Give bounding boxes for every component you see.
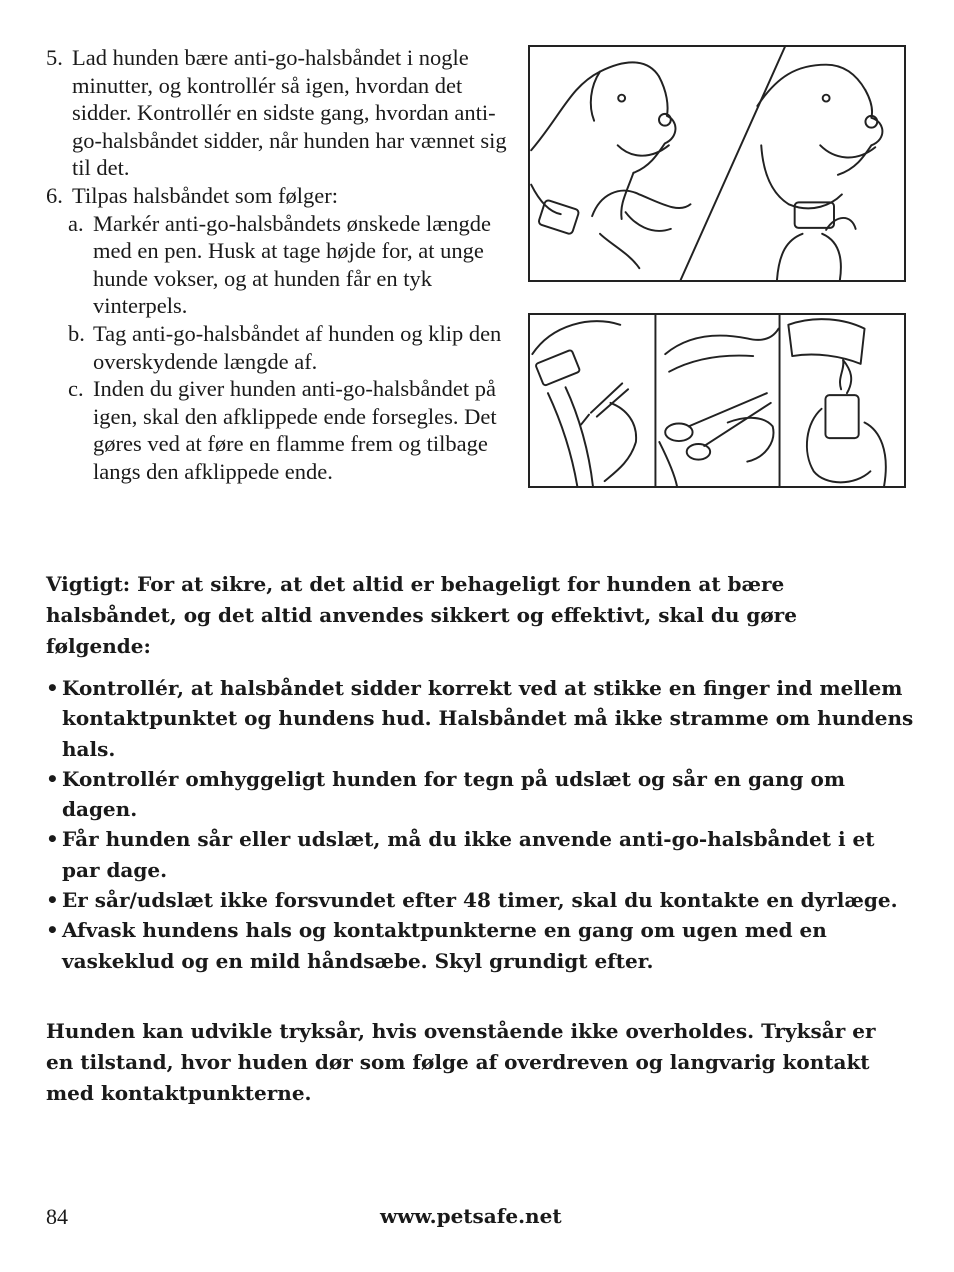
substep-letter: c. [68,376,84,402]
step-number: 5. [46,45,63,70]
bullet-item [46,915,916,976]
dog-collar-fitting-illustration [528,45,906,282]
footer-url: www.petsafe.net [380,1204,562,1228]
substep-text: Markér anti-go-halsbåndets ønskede længde med en pen. Husk at tage højde for, at unge hunde vokser, og at hunden får en tyk vinterpels. [93,210,492,319]
important-note: Vigtigt: For at sikre, at det altid er behageligt for hunden at bære halsbåndet, og det altid anvendes sikkert og effektivt, skal du gøre følgende: [46,572,797,658]
bullet-text: Afvask hundens hals og kontaktpunkterne en gang om ugen med en vaskeklud og en mild håndsæbe. Skyl grundigt efter. [62,918,827,973]
bullet-dot: • [46,918,59,943]
bullet-dot: • [46,676,59,700]
substep-c [68,375,516,485]
bullet-dot: • [46,827,59,852]
pressure-sore-warning: Hunden kan udvikle tryksår, hvis ovenstående ikke overholdes. Tryksår er en tilstand, hvor huden dør som følge af overdreven og langvarig kontakt med kontaktpunkterne. [46,1019,876,1105]
step-text: Lad hunden bære anti-go-halsbåndet i nogle minutter, og kontrollér så igen, hvordan det sidder. Kontrollér en sidste gang, hvordan anti-go-halsbåndet sidder, når hunden har vænnet sig til det. [72,45,507,181]
bullet-item [46,885,916,915]
bullet-text: Får hunden sår eller udslæt, må du ikke anvende anti-go-halsbåndet i et par dage. [62,827,875,882]
page-number: 84 [46,1204,68,1229]
substep-a [68,210,516,320]
step-6 [46,182,516,210]
step-number: 6. [46,182,63,208]
substep-letter: b. [68,320,85,346]
care-bullet-list [46,673,916,976]
instruction-steps [46,44,516,486]
bullet-item [46,824,916,885]
step-5 [46,44,516,182]
bullet-text: Er sår/udslæt ikke forsvundet efter 48 timer, skal du kontakte en dyrlæge. [62,888,898,913]
substep-text: Tag anti-go-halsbåndet af hunden og klip den overskydende længde af. [93,320,502,374]
bullet-text: Kontrollér omhyggeligt hunden for tegn på udslæt og sår en gang om dagen. [62,766,845,822]
step-text: Tilpas halsbåndet som følger: [72,182,339,208]
collar-mark-cut-seal-illustration [528,313,906,488]
substep-b [68,320,516,375]
bullet-item [46,764,916,825]
bullet-dot: • [46,766,59,791]
bullet-item [46,673,916,764]
bullet-text: Kontrollér, at halsbåndet sidder korrekt ved at stikke en finger ind mellem kontaktpunktet og hundens hud. Halsbåndet må ikke stramme om hundens hals. [62,676,914,761]
substep-text: Inden du giver hunden anti-go-halsbåndet på igen, skal den afklippede ende forsegles. Det gøres ved at føre en flamme frem og tilbage langs den afklippede ende. [93,376,497,484]
substep-letter: a. [68,210,84,236]
bullet-dot: • [46,888,59,913]
